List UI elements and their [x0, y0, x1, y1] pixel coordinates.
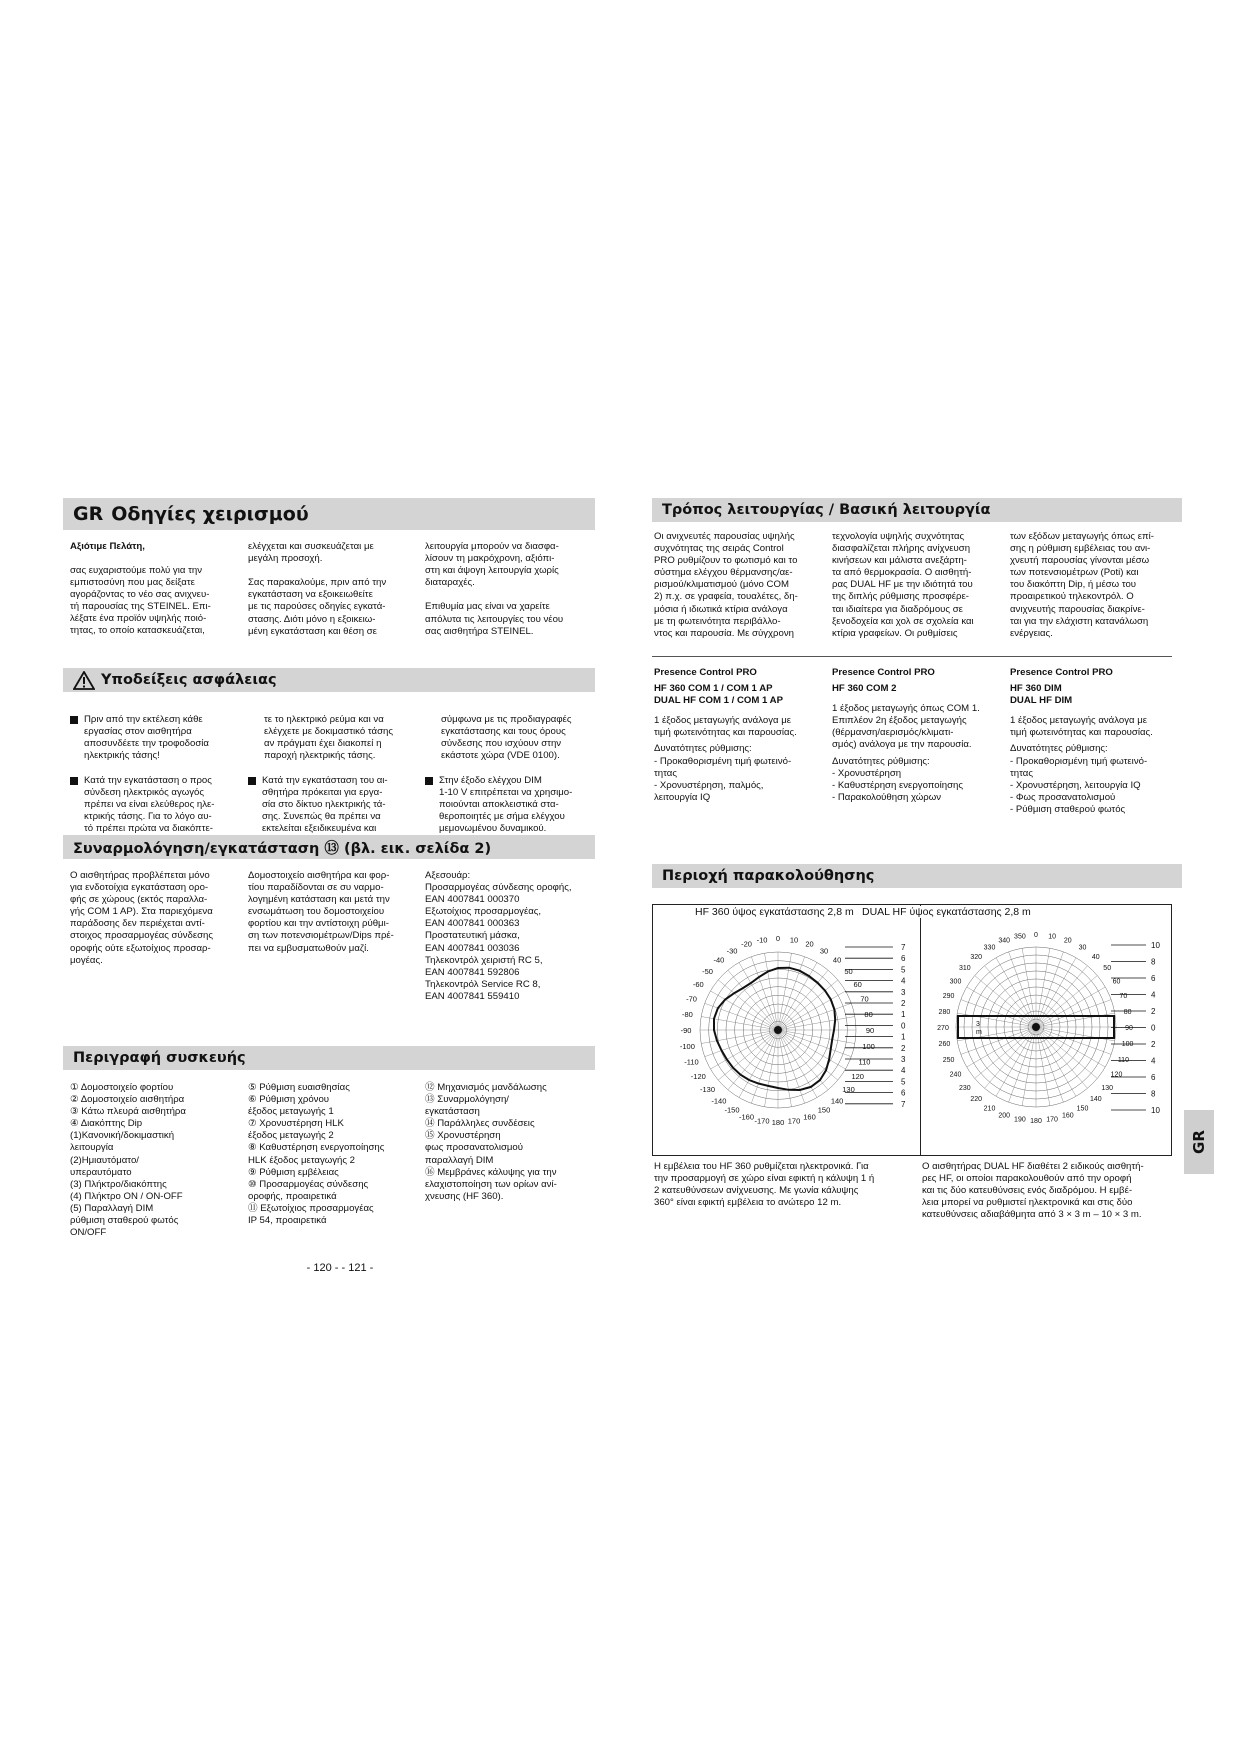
angle-label: 200 [998, 1112, 1011, 1120]
variant-brand: Presence Control PRO [1010, 667, 1113, 678]
corridor-width-label: 3 [976, 1021, 980, 1028]
variant-model: HF 360 DIM DUAL HF DIM [1010, 683, 1073, 707]
angle-label: 210 [983, 1105, 996, 1113]
scale-label: 7 [901, 943, 906, 952]
device-list-3 [425, 1082, 600, 1203]
device-list-item: ① Δομοστοιχείο φορτίου [70, 1082, 174, 1093]
variant-brand: Presence Control PRO [832, 667, 935, 678]
angle-label: -60 [692, 980, 704, 989]
safety-col-2 [248, 702, 420, 847]
angle-label: 160 [803, 1112, 816, 1122]
bullet-icon [70, 777, 78, 785]
angle-label: 60 [853, 980, 862, 989]
page-title: Οδηγίες χειρισμού [111, 503, 309, 525]
variant-column [654, 667, 826, 804]
angle-label: 100 [862, 1042, 875, 1051]
scale-label: 3 [901, 1055, 906, 1064]
safety-text: σύμφωνα με τις προδιαγραφές εγκατάστασης και τους όρους σύνδεσης που ισχύουν στην εκάστοτε χώρα (VDE 0100). [441, 714, 572, 762]
safety-col-3 [425, 702, 597, 847]
variant-description: 1 έξοδος μεταγωγής ανάλογα με τιμή φωτεινότητας και παρουσίας. [654, 715, 797, 739]
angle-label: 160 [1061, 1112, 1074, 1120]
angle-label: 40 [832, 955, 842, 965]
angle-label: 250 [942, 1056, 955, 1064]
angle-label: 290 [942, 993, 955, 1001]
angle-label: -100 [679, 1042, 695, 1051]
angle-label: -150 [724, 1105, 740, 1115]
angle-label: 300 [949, 978, 962, 986]
angle-label: 50 [1103, 965, 1112, 973]
angle-label: -70 [686, 994, 697, 1004]
angle-label: 30 [1078, 944, 1087, 952]
function-title: Τρόπος λειτουργίας / Βασική λειτουργία [662, 502, 991, 518]
angle-label: 330 [983, 944, 996, 952]
angle-label: -130 [699, 1085, 716, 1095]
scale-label: 4 [901, 976, 906, 986]
device-list-item: ⑯ Μεμβράνες κάλυψης για την ελαχιστοποίηση των ορίων ανί- χνευσης (HF 360). [425, 1166, 557, 1202]
angle-label: 20 [1063, 937, 1072, 945]
angle-label: -80 [681, 1010, 693, 1019]
angle-label: 340 [998, 937, 1011, 945]
safety-bullet: Στην έξοδο ελέγχου DIM 1-10 V επιτρέπεται να χρησιμο- ποιούνται αποκλειστικά στα- θεροποιητές με σήμα ελέγχου μεμονωμένου δυναμικού. [439, 774, 573, 834]
scale-label: 6 [901, 954, 906, 964]
intro-col-3: λειτουργία μπορούν να διασφα- λίσουν τη μακρόχρονη, αξιόπι- στη και άψογη λειτουργία χωρίς διαταραχές. Επιθυμία μας είναι να χαρείτε απόλυτα τις λειτουργίες του νέου σας αισθητήρα STEINEL. [425, 541, 564, 637]
angle-label: 150 [817, 1105, 831, 1115]
angle-label: 50 [844, 966, 853, 976]
device-list-item: ⑬ Συναρμολόγηση/ εγκατάσταση [425, 1094, 509, 1118]
mount-col-3: Αξεσουάρ: Προσαρμογέας σύνδεσης οροφής, EAN 4007841 000370 Εξωτοίχιος προσαρμογέας, EAN 4007841 000363 Προστατευτική μάσκα, EAN 4007841 003036 Τηλεκοντρόλ χειριστή RC 5, EAN 4007841 592806 Τηλεκοντρόλ Service RC 8, EAN 4007841 559410 [425, 870, 572, 1002]
bullet-icon [425, 777, 433, 785]
safety-bullet: Κατά την εγκατάσταση ο προς σύνδεση ηλεκτρικός αγωγός πρέπει να είναι ελεύθερος ηλε- κτρικής τάσης. Για το λόγο αυ- τό πρέπει πρώτα να διακόπτε- [84, 774, 215, 834]
function-header [652, 498, 1182, 522]
language-code: GR [73, 503, 104, 525]
function-col-1: Οι ανιχνευτές παρουσίας υψηλής συχνότητας της σειράς Control PRO ρυθμίζουν το φωτισμό και το σύστημα ελέγχου θέρμανσης/αε- ρισμού/κλιματισμού (μόνο COM 2) π.χ. σε γραφεία, τουαλέτες, δη- μόσια ή ιδιωτικά κτίρια ανάλογα με τη φωτεινότητα περιβάλλο- ντος και παρουσία. Με σύγχρονη [654, 531, 798, 639]
scale-label: 4 [1151, 1056, 1156, 1066]
angle-label: 110 [858, 1057, 871, 1067]
scale-label: 8 [1151, 957, 1156, 967]
mount-title: Συναρμολόγηση/εγκατάσταση ⑬ (βλ. εικ. σελίδα 2) [73, 840, 492, 857]
scale-label: 6 [1151, 1073, 1156, 1082]
device-list-item: (5) Παραλλαγή DIM ρύθμιση σταθερού φωτός ON/OFF [70, 1202, 179, 1239]
angle-label: 80 [1123, 1008, 1132, 1016]
function-col-2: τεχνολογία υψηλής συχνότητας διασφαλίζεται πλήρης ανίχνευση κινήσεων και μάλιστα ανεξάρτη- τα από θερμοκρασία. Ο αισθητή- ρας DUAL HF με την ιδιότητά του της διπλής ρύθμισης προσφέρε- ται ιδιαίτερα για διαδρόμους σε ξενοδοχεία και χολ σε σχολεία και κτίρια γραφείων. Οι ρυθμίσεις [832, 531, 974, 639]
angle-label: 10 [789, 935, 799, 945]
scale-label: 4 [901, 1066, 906, 1076]
safety-bullet: Πριν από την εκτέλεση κάθε εργασίας στον αισθητήρα αποσυνδέετε την τροφοδοσία ηλεκτρικής τάσης! [84, 714, 209, 762]
chart-hf360-title: HF 360 ύψος εγκατάστασης 2,8 m [695, 906, 854, 918]
angle-label: 230 [958, 1084, 971, 1092]
corridor-width-unit: m [976, 1029, 982, 1036]
chart-hf360 [653, 905, 923, 1155]
language-side-tab [1184, 1110, 1214, 1174]
angle-label: 220 [970, 1096, 983, 1104]
scale-label: 3 [901, 987, 906, 997]
angle-label: 280 [938, 1008, 951, 1016]
device-list-item: ⑧ Καθυστέρηση ενεργοποίησης HLK έξοδος μεταγωγής 2 [248, 1142, 385, 1166]
sensor-center [1032, 1023, 1040, 1031]
angle-label: -30 [726, 946, 738, 956]
chart-dualhf [921, 905, 1171, 1155]
angle-label: -40 [713, 955, 725, 965]
scale-label: 5 [901, 1077, 906, 1087]
device-list-item: ⑪ Εξωτοίχιος προσαρμογέας IP 54, προαιρετικά [248, 1202, 374, 1227]
main-title-bar [63, 498, 595, 530]
angle-label: 180 [771, 1118, 785, 1127]
device-list-1 [70, 1082, 242, 1239]
angle-label: 140 [830, 1096, 844, 1106]
variant-brand: Presence Control PRO [654, 667, 757, 678]
device-list-item: ⑥ Ρύθμιση χρόνου έξοδος μεταγωγής 1 [248, 1094, 334, 1118]
scale-label: 7 [901, 1099, 906, 1109]
divider [652, 656, 1172, 657]
angle-label: 70 [1119, 993, 1128, 1001]
device-list-item: ⑨ Ρύθμιση εμβέλειας [248, 1166, 339, 1178]
mount-col-2: Δομοστοιχείο αισθητήρα και φορ- τίου παραδίδονται σε συ ναρμο- λογημένη κατάσταση και μετά την ενσωμάτωση του δομοστοιχείου φορτίου και την αντίστοιχη ρύθμι- ση των ποτενσιομέτρων/Dips πρέ- πει να εμβυσματωθούν μαζί. [248, 870, 394, 954]
device-list-2 [248, 1082, 423, 1227]
variant-settings-label: Δυνατότητες ρύθμισης: [832, 755, 930, 767]
variant-settings: - Χρονυστέρηση - Καθυστέρηση ενεργοποίησης - Παρακολούθηση χώρων [832, 767, 963, 803]
device-list-item: ⑦ Χρονυστέρηση HLK έξοδος μεταγωγής 2 [248, 1118, 344, 1142]
area-title: Περιοχή παρακολούθησης [662, 868, 875, 884]
caption-dualhf: Ο αισθητήρας DUAL HF διαθέτει 2 ειδικούς αισθητή- ρες HF, οι οποίοι παρακολουθούν από την οροφή και τις δύο κατευθύνσεις ενός διαδρόμου. Η εμβέ- λεια μπορεί να ρυθμιστεί ηλεκτρονικά και στις δύο κατευθύνσεις αδιαβάθμητα από 3 × 3 m – 10 × 3 m. [922, 1161, 1144, 1221]
angle-label: 0 [775, 934, 781, 943]
device-title: Περιγραφή συσκευής [73, 1050, 246, 1066]
device-list-item: (2)Ημιαυτόματο/ υπεραυτόματο [70, 1154, 139, 1178]
device-list-item: (4) Πλήκτρο ON / ON-OFF [70, 1190, 183, 1202]
angle-label: 310 [958, 965, 971, 973]
variant-column [1010, 667, 1182, 816]
device-list-item: ③ Κάτω πλευρά αισθητήρα [70, 1106, 186, 1118]
scale-label: 10 [1151, 941, 1160, 950]
angle-label: 170 [1046, 1116, 1058, 1124]
angle-label: 90 [1125, 1025, 1133, 1032]
variant-model: HF 360 COM 2 [832, 683, 897, 695]
angle-label: -20 [741, 939, 752, 949]
variant-settings-label: Δυνατότητες ρύθμισης: [1010, 743, 1108, 755]
angle-label: 40 [1091, 953, 1100, 961]
angle-label: -90 [680, 1026, 692, 1035]
angle-label: 180 [1030, 1118, 1042, 1125]
angle-label: 260 [938, 1041, 951, 1049]
device-list-item: ② Δομοστοιχείο αισθητήρα [70, 1094, 185, 1106]
angle-label: 110 [1117, 1056, 1129, 1064]
variant-settings: - Προκαθορισμένη τιμή φωτεινό- τητας - Χρονυστέρηση, παλμός, λειτουργία IQ [654, 755, 792, 803]
angle-label: 190 [1014, 1116, 1026, 1124]
device-list-item: ④ Διακόπτης Dip [70, 1118, 143, 1130]
angle-label: 130 [1101, 1084, 1114, 1092]
variant-column [832, 667, 1004, 804]
scale-label: 1 [901, 1032, 906, 1042]
scale-label: 8 [1151, 1089, 1156, 1099]
angle-label: 270 [937, 1025, 949, 1032]
safety-title: Υποδείξεις ασφάλειας [101, 672, 277, 688]
angle-label: 90 [865, 1026, 875, 1035]
intro-col-2: ελέγχεται και συσκευάζεται με μεγάλη προσοχή. Σας παρακαλούμε, πριν από την εγκατάσταση να εξοικειωθείτε με τις παρούσες οδηγίες εγκατά- στασης. Διότι μόνο η εξοικειω- μένη εγκατάσταση και θέση σε [248, 541, 387, 637]
warning-icon [73, 671, 95, 690]
mount-col-1: Ο αισθητήρας προβλέπεται μόνο για ενδοτοίχια εγκατάσταση ορο- φής σε χώρους (εκτός παραλλα- γής COM 1 AP). Στα παριεχόμενα παράδοσης δεν περιέχεται αντί- στοιχος προσαρμογέας σύνδεσης οροφής ούτε εξωτοίχιος προσαρ- μογέας. [70, 870, 214, 966]
angle-label: 350 [1014, 933, 1026, 941]
variant-description: 1 έξοδος μεταγωγής ανάλογα με τιμή φωτεινότητας και παρουσίας. [1010, 715, 1153, 739]
device-list-item: ⑫ Μηχανισμός μανδάλωσης [425, 1082, 547, 1093]
angle-label: 60 [1112, 978, 1121, 986]
scale-label: 5 [901, 965, 906, 975]
bullet-icon [248, 777, 256, 785]
angle-label: 140 [1089, 1096, 1102, 1104]
angle-label: 30 [819, 946, 829, 956]
variant-settings-label: Δυνατότητες ρύθμισης: [654, 743, 752, 755]
angle-label: 170 [787, 1116, 801, 1126]
device-list-item: ⑤ Ρύθμιση ευαισθησίας [248, 1082, 350, 1093]
angle-label: 120 [1110, 1071, 1123, 1079]
intro-col-1: σας ευχαριστούμε πολύ για την εμπιστοσύνη που μας δείξατε αγοράζοντας το νέο σας ανιχνευ- τή παρουσίας της STEINEL. Επι- λέξατε ένα προϊόν υψηλής ποιό- τητας, το οποίο κατασκευάζεται, [70, 565, 211, 637]
angle-label: -110 [684, 1057, 699, 1067]
device-list-item: ⑭ Παράλληλες συνδέσεις [425, 1118, 535, 1130]
chart-dualhf-box [920, 904, 1172, 1156]
safety-col-1 [70, 702, 240, 847]
scale-label: 0 [1151, 1023, 1156, 1033]
greeting: Αξιότιμε Πελάτη, [70, 541, 145, 552]
angle-label: -120 [690, 1072, 706, 1081]
scale-label: 6 [901, 1088, 906, 1098]
angle-label: 10 [1048, 933, 1056, 941]
angle-label: -140 [711, 1096, 727, 1106]
angle-label: -170 [754, 1116, 770, 1126]
scale-label: 2 [1151, 1007, 1156, 1016]
chart-dualhf-title: DUAL HF ύψος εγκατάστασης 2,8 m [862, 906, 1031, 918]
variant-description: 1 έξοδος μεταγωγής όπως COM 1. Επιπλέον 2η έξοδος μεταγωγής (θέρμανση/αερισμός/κλιματι- σμός) ανάλογα με την παρουσία. [832, 703, 980, 751]
angle-label: 150 [1076, 1105, 1089, 1113]
variant-settings: - Προκαθορισμένη τιμή φωτεινό- τητας - Χρονυστέρηση, λειτουργία IQ - Φως προσανατολισμού - Ρύθμιση σταθερού φωτός [1010, 755, 1148, 815]
angle-label: 130 [842, 1085, 855, 1095]
angle-label: 20 [805, 939, 814, 949]
angle-label: 70 [860, 994, 869, 1004]
angle-label: -160 [738, 1112, 755, 1122]
mount-header [63, 835, 595, 859]
scale-label: 2 [1151, 1040, 1156, 1049]
scale-label: 10 [1151, 1106, 1160, 1115]
device-list-item: (3) Πλήκτρο/διακόπτης [70, 1178, 167, 1190]
scale-label: 1 [901, 1010, 906, 1020]
page-numbers: - 120 - - 121 - [306, 1262, 374, 1274]
safety-bullet: Κατά την εγκατάσταση του αι- σθητήρα πρόκειται για εργα- σία στο δίκτυο ηλεκτρικής τά- σης. Συνεπώς θα πρέπει να εκτελείται εξειδικευμένα και [262, 774, 388, 834]
angle-label: 120 [851, 1072, 864, 1081]
safety-text: τε το ηλεκτρικό ρεύμα και να ελέγχετε με δοκιμαστικό τάσης αν πράγματι έχει διακοπεί η παροχή ηλεκτρικής τάσης. [264, 714, 393, 762]
angle-label: -50 [702, 966, 713, 976]
angle-label: 240 [949, 1071, 962, 1079]
scale-label: 4 [1151, 990, 1156, 1000]
sensor-center [774, 1026, 782, 1034]
area-header [652, 864, 1182, 888]
angle-label: 80 [864, 1010, 873, 1019]
bullet-icon [70, 716, 78, 724]
angle-label: -10 [756, 935, 768, 945]
variant-model: HF 360 COM 1 / COM 1 AP DUAL HF COM 1 / COM 1 AP [654, 683, 783, 707]
device-list-item: ⑮ Χρονυστέρηση φως προσανατολισμού παραλλαγή DIM [425, 1130, 523, 1166]
scale-label: 6 [1151, 974, 1156, 983]
angle-label: 0 [1034, 932, 1038, 939]
angle-label: 320 [970, 953, 983, 961]
scale-label: 2 [901, 1043, 906, 1053]
angle-label: 100 [1121, 1041, 1134, 1049]
chart-hf360-box [652, 904, 924, 1156]
language-side-tab-label: GR [1190, 1130, 1208, 1154]
device-header [63, 1046, 595, 1070]
scale-label: 2 [901, 999, 906, 1008]
caption-hf360: Η εμβέλεια του HF 360 ρυθμίζεται ηλεκτρονικά. Για την προσαρμογή σε χώρο είναι εφικτή η κάλυψη 1 ή 2 κατευθύνσεων ανίχνευσης. Με γωνία κάλυψης 360° είναι εφικτή εμβέλεια το ανώτερο 12 m. [654, 1161, 875, 1209]
device-list-item: ⑩ Προσαρμογέας σύνδεσης οροφής, προαιρετικά [248, 1178, 369, 1202]
function-col-3: των εξόδων μεταγωγής όπως επί- σης η ρύθμιση εμβέλειας του ανι- χνευτή παρουσίας γίνονται μέσω των ποτενσιομέτρων (Poti) και του διακόπτη Dip, ή μέσω του προαιρετικού τηλεκοντρόλ. Ο ανιχνευτής παρουσίας διακρίνε- ται για την ελάχιστη κατανάλωση ενέργειας. [1010, 531, 1154, 639]
scale-label: 0 [901, 1021, 906, 1031]
safety-header [63, 668, 595, 692]
device-list-item: (1)Κανονική/δοκιμαστική λειτουργία [70, 1130, 175, 1154]
